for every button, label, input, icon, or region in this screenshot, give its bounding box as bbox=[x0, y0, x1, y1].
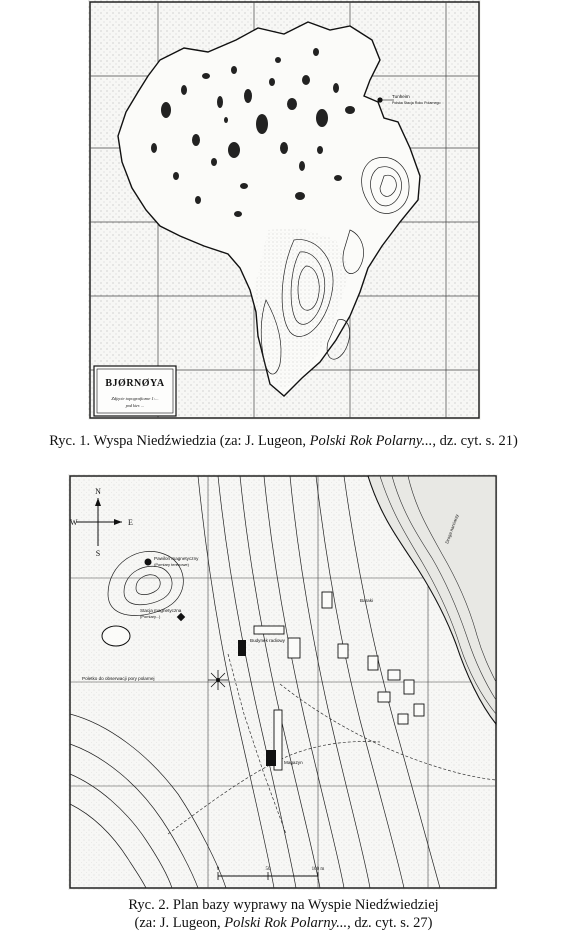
label-droga: Droga narciarzy bbox=[444, 513, 460, 545]
scale-end: 100 m bbox=[311, 867, 325, 872]
compass-e: E bbox=[128, 518, 133, 527]
figure-1-caption bbox=[0, 432, 567, 450]
caption2-line2-italic: Polski Rok Polarny... bbox=[224, 915, 348, 931]
map-title-box bbox=[94, 366, 176, 416]
scale-start: 0 bbox=[216, 867, 220, 872]
label-budynek: Budynek radiowy bbox=[250, 638, 285, 643]
caption1-suffix: , dz. cyt. s. 21) bbox=[432, 433, 518, 449]
label-magazyn: Magazyn bbox=[284, 760, 303, 765]
caption2-line2-suffix: , dz. cyt. s. 27) bbox=[347, 915, 433, 931]
compass-n: N bbox=[95, 487, 101, 496]
figure-2-caption bbox=[0, 896, 567, 932]
figure-2-plan bbox=[68, 474, 498, 890]
scale-mid: 50 bbox=[265, 867, 271, 872]
label-baraki: Baraki bbox=[360, 598, 374, 603]
label-stacja: Stacja magnetyczna bbox=[140, 608, 182, 613]
map-title: BJØRNØYA bbox=[105, 378, 165, 389]
caption2-line1: Ryc. 2. Plan bazy wyprawy na Wyspie Niedźwiedziej bbox=[128, 897, 439, 913]
small-lake bbox=[102, 626, 130, 646]
bear-island-map bbox=[88, 0, 481, 420]
map-note-line2: pod kier. ... bbox=[125, 403, 145, 408]
label-pawilon: Pawilon magnetyczny bbox=[154, 556, 199, 561]
place-label-line2: Polska Stacja Roku Polarnego bbox=[392, 101, 441, 105]
observation-field-symbol bbox=[208, 670, 228, 690]
caption2-line2 bbox=[0, 914, 567, 932]
base-plan-map bbox=[68, 474, 498, 890]
label-pawilon-sub: (Pomiary terenowe) bbox=[154, 562, 189, 567]
figure-1-map bbox=[88, 0, 481, 420]
caption2-line2-prefix: (za: J. Lugeon, bbox=[134, 915, 225, 931]
compass-w: W bbox=[70, 518, 78, 527]
label-stacja-sub: (Pomiary...) bbox=[140, 614, 161, 619]
map-note-line1: Zdjęcie topograficzne 1:... bbox=[111, 396, 159, 401]
place-label-line1: Tunheim bbox=[392, 94, 410, 99]
compass-s: S bbox=[95, 549, 101, 558]
caption1-prefix: Ryc. 1. Wyspa Niedźwiedzia (za: J. Lugeon, bbox=[49, 433, 310, 449]
label-poletko: Poletko do obserwacji pory polarnej bbox=[82, 676, 155, 681]
caption1-italic: Polski Rok Polarny... bbox=[309, 433, 433, 449]
